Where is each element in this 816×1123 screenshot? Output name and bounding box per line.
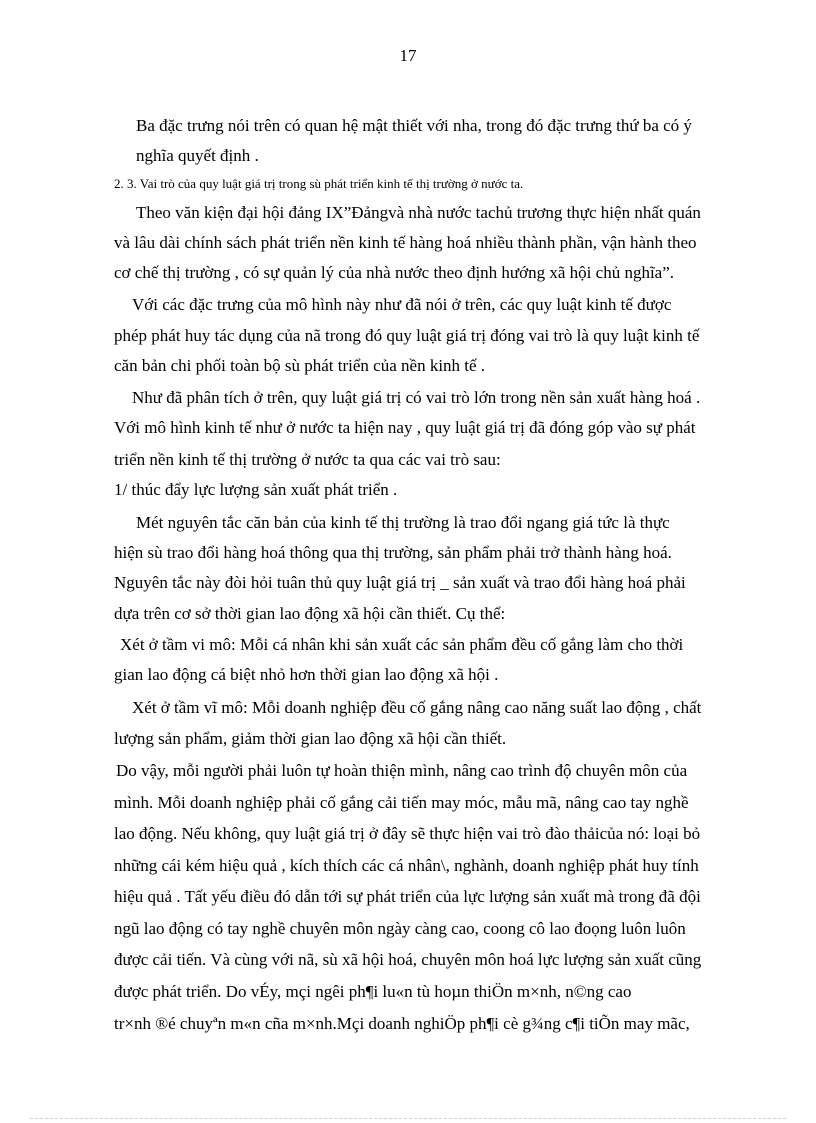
text-line: được phát triển. Do vÉy, mçi ngêi ph¶i lu«n tù hoµn thiÖn m×nh, n©ng cao bbox=[114, 982, 632, 1001]
list-heading: 1/ thúc đẩy lực lượng sản xuất phát triển . bbox=[114, 480, 398, 499]
section-heading: 2. 3. Vai trò của quy luật giá trị trong sù phát triển kinh tế thị trường ở nước ta. bbox=[114, 176, 524, 191]
text-line: ngũ lao động có tay nghề chuyên môn ngày càng cao, coong cô lao đoọng luôn luôn bbox=[114, 919, 686, 938]
text-line: Do vậy, mỗi người phải luôn tự hoàn thiện mình, nâng cao trình độ chuyên môn của bbox=[116, 761, 688, 780]
text-line: những cái kém hiệu quả , kích thích các cá nhân\, nghành, doanh nghiệp phát huy tính bbox=[114, 856, 699, 875]
text-line: hiện sù trao đổi hàng hoá thông qua thị trường, sản phẩm phải trở thành hàng hoá. bbox=[114, 543, 672, 562]
text-line: lao động. Nếu không, quy luật giá trị ở đây sẽ thực hiện vai trò đào thảicủa nó: loại bỏ bbox=[114, 824, 701, 843]
text-line: Như đã phân tích ở trên, quy luật giá trị có vai trò lớn trong nền sản xuất hàng hoá . bbox=[132, 388, 701, 407]
text-line: hiệu quả . Tất yếu điều đó dẫn tới sự phát triển của lực lượng sản xuất mà trong đã đội bbox=[114, 887, 701, 906]
page-bottom-divider bbox=[30, 1118, 786, 1119]
text-line: lượng sản phẩm, giảm thời gian lao động xã hội cần thiết. bbox=[114, 729, 507, 748]
text-line: Mét nguyên tắc căn bản của kinh tế thị trường là trao đổi ngang giá tức là thực bbox=[136, 513, 670, 532]
text-line: tr×nh ®é chuyªn m«n cña m×nh.Mçi doanh nghiÖp ph¶i cè g¾ng c¶i tiÕn may mãc, bbox=[114, 1014, 690, 1033]
page-number: 17 bbox=[399, 46, 417, 65]
text-line: Với mô hình kinh tế như ở nước ta hiện nay , quy luật giá trị đã đóng góp vào sự phát bbox=[114, 418, 696, 437]
text-line: gian lao động cá biệt nhỏ hơn thời gian lao động xã hội . bbox=[114, 665, 499, 684]
text-line: nghĩa quyết định . bbox=[136, 146, 259, 165]
text-line: Theo văn kiện đại hội đảng IX”Đảngvà nhà nước tachủ trương thực hiện nhất quán bbox=[136, 203, 701, 222]
text-line: Với các đặc trưng của mô hình này như đã nói ở trên, các quy luật kinh tế được bbox=[132, 295, 672, 314]
text-line: được cải tiến. Và cùng với nã, sù xã hội hoá, chuyên môn hoá lực lượng sản xuất cũng bbox=[114, 950, 702, 969]
text-line: Ba đặc trưng nói trên có quan hệ mật thiết với nha, trong đó đặc trưng thứ ba có ý bbox=[136, 116, 692, 135]
text-line: triển nền kinh tế thị trường ở nước ta qua các vai trò sau: bbox=[114, 450, 501, 469]
text-line: Xét ở tầm vi mô: Mỗi cá nhân khi sản xuất các sản phẩm đều cố gắng làm cho thời bbox=[120, 635, 684, 654]
text-line: Nguyên tắc này đòi hỏi tuân thủ quy luật giá trị _ sản xuất và trao đổi hàng hoá phải bbox=[114, 573, 686, 592]
text-line: và lâu dài chính sách phát triển nền kinh tế hàng hoá nhiều thành phần, vận hành theo bbox=[114, 233, 697, 252]
text-line: dựa trên cơ sở thời gian lao động xã hội cần thiết. Cụ thể: bbox=[114, 604, 506, 623]
text-line: căn bản chi phối toàn bộ sù phát triển của nền kinh tế . bbox=[114, 356, 486, 375]
text-line: Xét ở tầm vĩ mô: Mỗi doanh nghiệp đều cố gắng nâng cao năng suất lao động , chất bbox=[132, 698, 702, 717]
text-line: phép phát huy tác dụng của nã trong đó quy luật giá trị đóng vai trò là quy luật kinh tế bbox=[114, 326, 700, 345]
text-line: cơ chế thị trường , có sự quản lý của nhà nước theo định hướng xã hội chủ nghĩa”. bbox=[114, 263, 675, 282]
text-line: mình. Mỗi doanh nghiệp phải cố gắng cải tiến may móc, mẫu mã, nâng cao tay nghề bbox=[114, 793, 689, 812]
